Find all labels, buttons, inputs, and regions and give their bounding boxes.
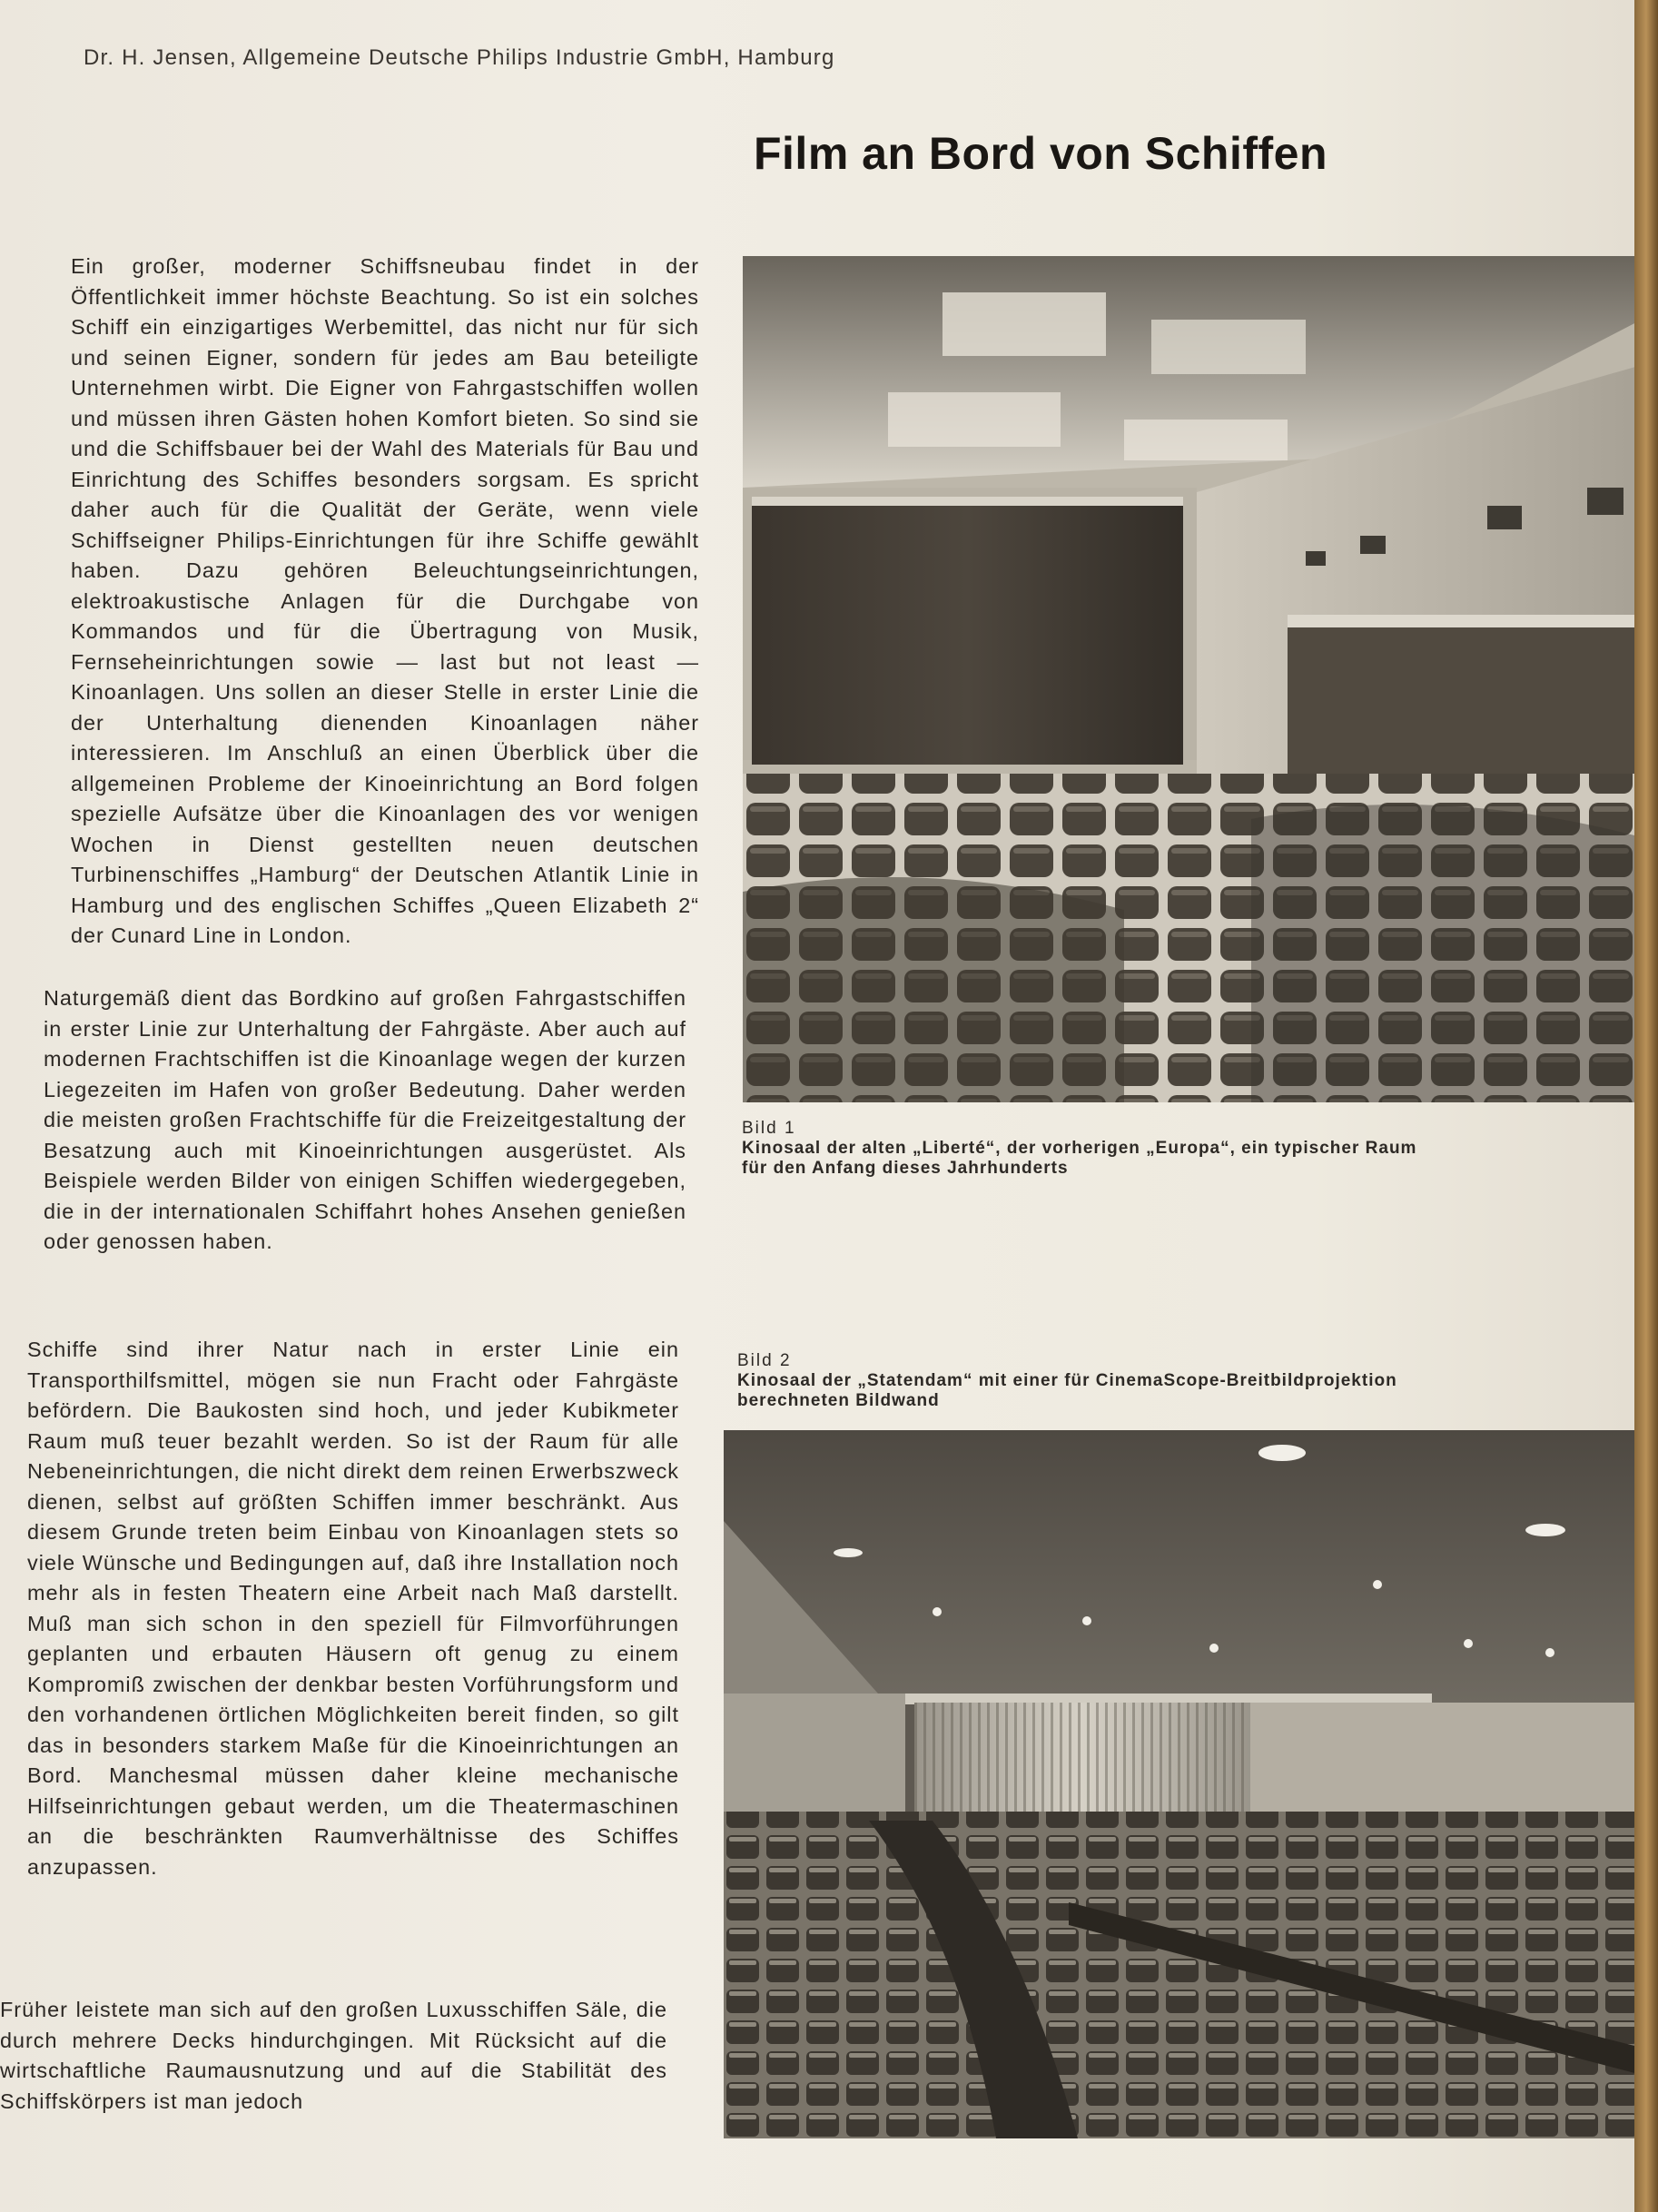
cinema-photo-statendam xyxy=(724,1430,1642,2138)
figure-1-text: Kinosaal der alten „Liberté“, der vorherigen „Europa“, ein typischer Raum für den Anfang dieses Jahrhunderts xyxy=(742,1139,1417,1178)
figure-2-caption xyxy=(737,1351,1427,1411)
paragraph-1: Ein großer, moderner Schiffsneubau findet in der Öffentlichkeit immer höchste Beachtung. So ist ein solches Schiff ein einzigartiges Werbemittel, das nicht nur für sich und seinen Eigner, sondern für jedes am Bau beteiligte Unternehmen wirbt. Die Eigner von Fahrgastschiffen wollen und müssen ihren Gästen hohen Komfort bieten. So sind sie und die Schiffsbauer bei der Wahl des Materials für Bau und Einrichtung des Schiffes besonders sorgsam. Es spricht daher auch für die Qualität der Geräte, wenn viele Schiffseigner Philips-Einrichtungen für ihre Schiffe gewählt haben. Dazu gehören Beleuchtungseinrichtungen, elektroakustische Anlagen für die Durchgabe von Kommandos und für die Übertragung von Musik, Fernseheinrichtungen sowie — last but not least — Kinoanlagen. Uns sollen an dieser Stelle in erster Linie die der Unterhaltung dienenden Kinoanlagen näher interessieren. Im Anschluß an einen Überblick über die allgemeinen Probleme der Kinoeinrichtung an Bord folgen spezielle Aufsätze über die Kinoanlagen des vor wenigen Wochen in Dienst gestellten neuen deutschen Turbinenschiffes „Hamburg“ der Deutschen Atlantik Linie in Hamburg und des englischen Schiffes „Queen Elizabeth 2“ der Cunard Line in London. xyxy=(71,254,699,947)
figure-1-label: Bild 1 xyxy=(742,1119,796,1138)
book-spine xyxy=(1634,0,1658,2212)
author-line: Dr. H. Jensen, Allgemeine Deutsche Philips Industrie GmbH, Hamburg xyxy=(84,45,835,70)
figure-1-caption xyxy=(742,1119,1432,1179)
cinema-photo-liberte xyxy=(743,256,1642,1102)
paragraph-2: Naturgemäß dient das Bordkino auf großen Fahrgastschiffen in erster Linie zur Unterhaltung der Fahrgäste. Aber auch auf modernen Frachtschiffen ist die Kinoanlage wegen der kurzen Liegezeiten im Hafen von großer Bedeutung. Daher werden die meisten großen Frachtschiffe für die Freizeitgestaltung der Besatzung auch mit Kinoeinrichtungen ausgerüstet. Als Beispiele werden Bilder von einigen Schiffen wiedergegeben, die in der internationalen Schiffahrt hohes Ansehen genießen oder genossen haben. xyxy=(44,986,686,1253)
figure-2-label: Bild 2 xyxy=(737,1351,792,1370)
article-title: Film an Bord von Schiffen xyxy=(754,128,1327,179)
paragraph-4: Früher leistete man sich auf den großen Luxusschiffen Säle, die durch mehrere Decks hindurchgingen. Mit Rücksicht auf die wirtschaftliche Raumausnutzung und auf die Stabilität des Schiffskörpers ist man jedoch xyxy=(0,1998,667,2113)
paragraph-3: Schiffe sind ihrer Natur nach in erster Linie ein Transporthilfsmittel, mögen sie nun Fracht oder Fahrgäste befördern. Die Baukosten sind hoch, und jeder Kubikmeter Raum muß teuer bezahlt werden. So ist der Raum für alle Nebeneinrichtungen, die nicht direkt dem reinen Erwerbszweck dienen, selbst auf größten Schiffen immer beschränkt. Aus diesem Grunde treten beim Einbau von Kinoanlagen stets so viele Wünsche und Bedingungen auf, daß ihre Installation noch mehr als in festen Theatern eine Arbeit nach Maß darstellt. Muß man sich schon in den speziell für Filmvorführungen geplanten und erbauten Häusern oft genug zu einem Kompromiß zwischen der denkbar besten Vorführungsform und den vorhandenen örtlichen Möglichkeiten bereit finden, so gilt das in besonders starkem Maße für die Kinoeinrichtungen an Bord. Manchesmal müssen daher kleine mechanische Hilfseinrichtungen gebaut werden, um die Theatermaschinen an die beschränkten Raumverhältnisse des Schiffes anzupassen. xyxy=(27,1338,679,1879)
figure-2-text: Kinosaal der „Statendam“ mit einer für CinemaScope-Breitbildprojektion berechneten Bildwand xyxy=(737,1371,1397,1410)
